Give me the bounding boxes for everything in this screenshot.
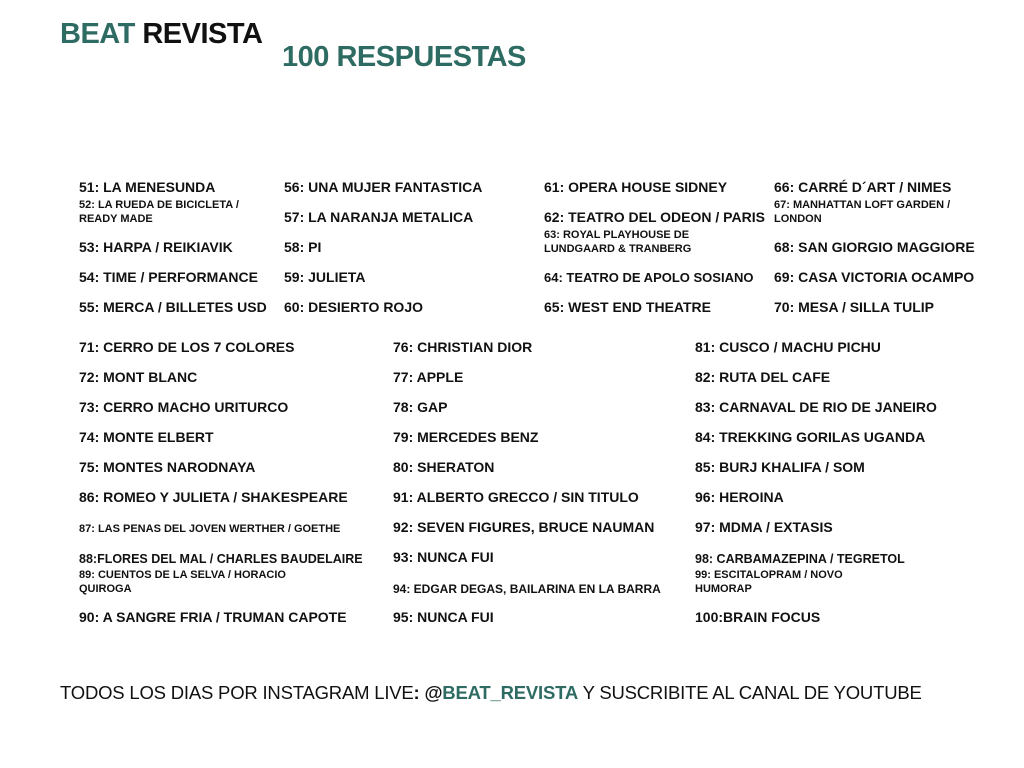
answer-63: 63: ROYAL PLAYHOUSE DE LUNDGAARD & TRANBERG <box>544 229 692 255</box>
answer-76: 76: CHRISTIAN DIOR <box>393 339 533 355</box>
answer-96: 96: HEROINA <box>695 489 784 505</box>
answer-87: 87: LAS PENAS DEL JOVEN WERTHER / GOETHE <box>79 523 341 535</box>
answer-92: 92: SEVEN FIGURES, BRUCE NAUMAN <box>393 519 655 535</box>
answer-54: 54: TIME / PERFORMANCE <box>79 269 258 285</box>
answer-52: 52: LA RUEDA DE BICICLETA / READY MADE <box>79 199 239 225</box>
footer-prefix: TODOS LOS DIAS POR INSTAGRAM LIVE <box>60 682 414 703</box>
answer-66: 66: CARRÉ D´ART / NIMES <box>774 179 952 195</box>
answer-75: 75: MONTES NARODNAYA <box>79 459 256 475</box>
answer-95: 95: NUNCA FUI <box>393 609 494 625</box>
footer-suffix: Y SUSCRIBITE AL CANAL DE YOUTUBE <box>577 682 922 703</box>
answer-89: 89: CUENTOS DE LA SELVA / HORACIO QUIROGA <box>79 569 286 595</box>
answer-58: 58: PI <box>284 239 322 255</box>
answer-81: 81: CUSCO / MACHU PICHU <box>695 339 881 355</box>
answer-84: 84: TREKKING GORILAS UGANDA <box>695 429 926 445</box>
answer-74: 74: MONTE ELBERT <box>79 429 214 445</box>
answer-91: 91: ALBERTO GRECCO / SIN TITULO <box>393 489 639 505</box>
answer-71: 71: CERRO DE LOS 7 COLORES <box>79 339 295 355</box>
footer-colon: : @ <box>413 682 443 703</box>
answer-93: 93: NUNCA FUI <box>393 549 494 565</box>
answer-88: 88:FLORES DEL MAL / CHARLES BAUDELAIRE <box>79 552 363 566</box>
answer-56: 56: UNA MUJER FANTASTICA <box>284 179 483 195</box>
answer-97: 97: MDMA / EXTASIS <box>695 519 833 535</box>
answer-98: 98: CARBAMAZEPINA / TEGRETOL <box>695 552 905 566</box>
answer-53: 53: HARPA / REIKIAVIK <box>79 239 233 255</box>
answer-80: 80: SHERATON <box>393 459 495 475</box>
answer-70: 70: MESA / SILLA TULIP <box>774 299 934 315</box>
answer-99: 99: ESCITALOPRAM / NOVO HUMORAP <box>695 569 843 595</box>
answer-78: 78: GAP <box>393 399 448 415</box>
answer-61: 61: OPERA HOUSE SIDNEY <box>544 179 728 195</box>
answer-79: 79: MERCEDES BENZ <box>393 429 539 445</box>
answer-51: 51: LA MENESUNDA <box>79 179 216 195</box>
answer-55: 55: MERCA / BILLETES USD <box>79 299 267 315</box>
answer-64: 64: TEATRO DE APOLO SOSIANO <box>544 270 754 285</box>
answer-90: 90: A SANGRE FRIA / TRUMAN CAPOTE <box>79 609 347 625</box>
answer-94: 94: EDGAR DEGAS, BAILARINA EN LA BARRA <box>393 582 661 596</box>
answer-67: 67: MANHATTAN LOFT GARDEN / LONDON <box>774 199 951 225</box>
answer-77: 77: APPLE <box>393 369 464 385</box>
answer-68: 68: SAN GIORGIO MAGGIORE <box>774 239 975 255</box>
footer-promo <box>60 682 922 704</box>
answer-72: 72: MONT BLANC <box>79 369 198 385</box>
answer-86: 86: ROMEO Y JULIETA / SHAKESPEARE <box>79 489 348 505</box>
page-subtitle: 100 RESPUESTAS <box>282 41 526 73</box>
answer-59: 59: JULIETA <box>284 269 366 285</box>
brand-revista: REVISTA <box>142 18 263 50</box>
answer-82: 82: RUTA DEL CAFE <box>695 369 831 385</box>
answer-62: 62: TEATRO DEL ODEON / PARIS <box>544 209 765 225</box>
answer-65: 65: WEST END THEATRE <box>544 299 711 315</box>
answer-69: 69: CASA VICTORIA OCAMPO <box>774 269 975 285</box>
answer-60: 60: DESIERTO ROJO <box>284 299 424 315</box>
answer-100: 100:BRAIN FOCUS <box>695 609 821 625</box>
answer-73: 73: CERRO MACHO URITURCO <box>79 399 289 415</box>
instagram-handle: BEAT_REVISTA <box>442 682 578 703</box>
brand-beat: BEAT <box>60 18 135 50</box>
answer-83: 83: CARNAVAL DE RIO DE JANEIRO <box>695 399 937 415</box>
answer-57: 57: LA NARANJA METALICA <box>284 209 474 225</box>
brand-title <box>60 18 262 51</box>
answer-85: 85: BURJ KHALIFA / SOM <box>695 459 865 475</box>
